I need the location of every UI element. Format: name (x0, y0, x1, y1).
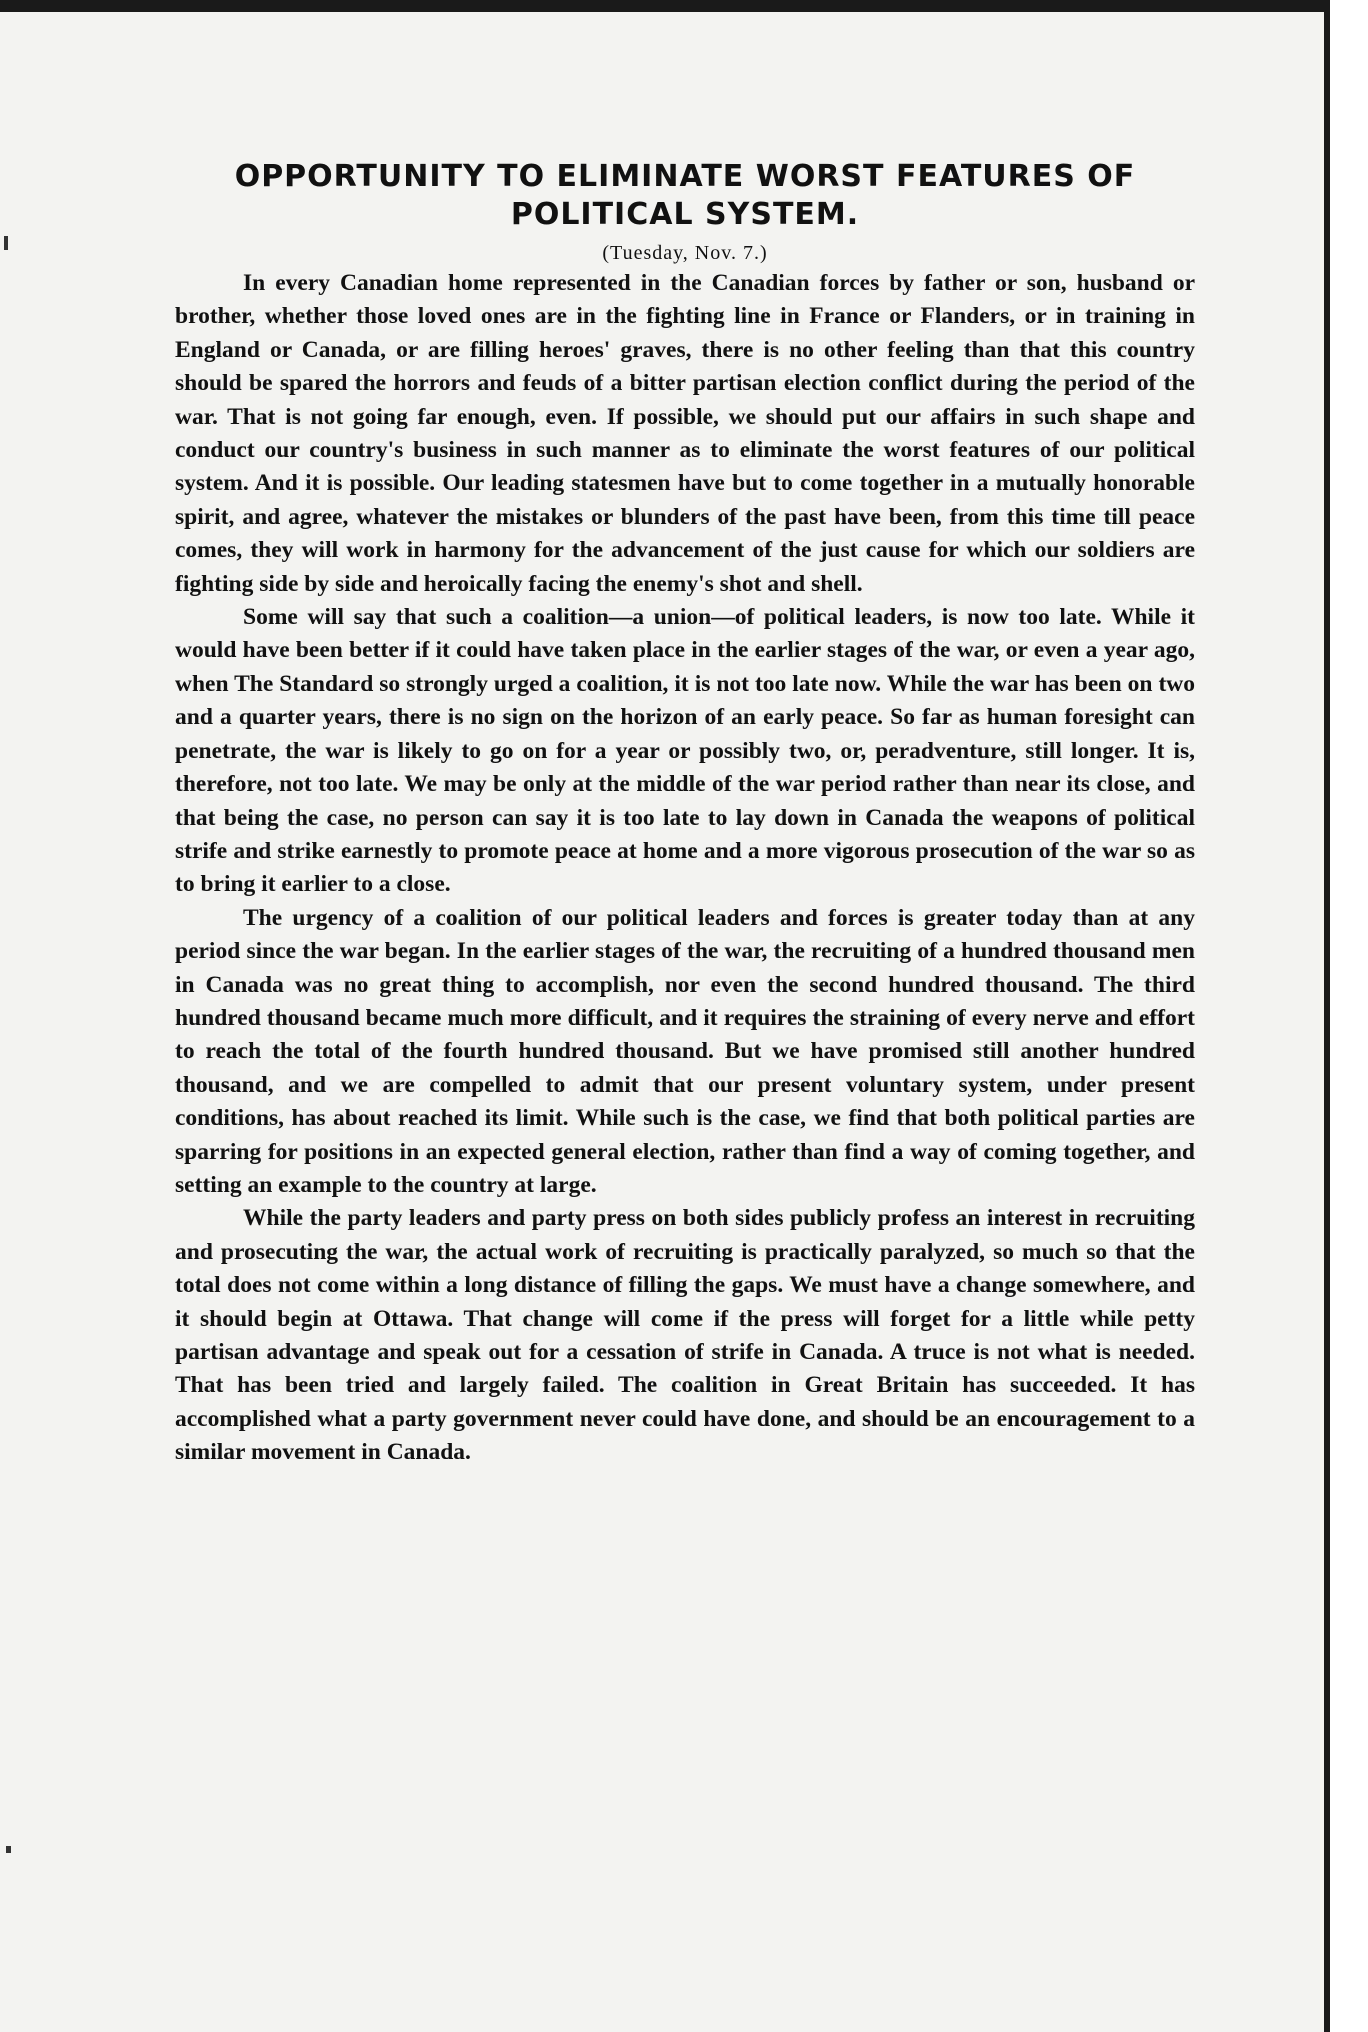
article-paragraph: The urgency of a coalition of our political leaders and forces is greater today than at any period since the war began. In the earlier stages of the war, the recruiting of a hundred thousand men in Canada was no great thing to accomplish, nor even the second hundred thousand. The third hundred thousand became much more difficult, and it requires the straining of every nerve and effort to reach the total of the fourth hundred thousand. But we have promised still another hundred thousand, and we are compelled to admit that our present voluntary system, under present conditions, has about reached its limit. While such is the case, we find that both political parties are sparring for positions in an expected general election, rather than find a way of coming together, and setting an example to the country at large. (175, 904, 1195, 1198)
article-paragraph: While the party leaders and party press on both sides publicly profess an interest in recruiting and prosecuting the war, the actual work of recruiting is practically paralyzed, so much so that the total does not come within a long distance of filling the gaps. We must have a change somewhere, and it should begin at Ottawa. That change will come if the press will forget for a little while petty partisan advantage and speak out for a cessation of strife in Canada. A truce is not what is needed. That has been tried and largely failed. The coalition in Great Britain has succeeded. It has accomplished what a party government never could have done, and should be an encouragement to a similar movement in Canada. (175, 1205, 1195, 1466)
article-dateline: (Tuesday, Nov. 7.) (602, 242, 768, 264)
scan-right-margin (1330, 0, 1368, 2032)
scan-artifact (4, 236, 8, 250)
scan-artifact (6, 1846, 11, 1853)
scan-top-border (0, 0, 1368, 12)
article-paragraph: In every Canadian home represented in the Canadian forces by father or son, husband or brother, whether those loved ones are in the fighting line in France or Flanders, or in training in England or Canada, or are filling heroes' graves, there is no other feeling than that this country should be spared the horrors and feuds of a bitter partisan election conflict during the period of the war. That is not going far enough, even. If possible, we should put our affairs in such shape and conduct our country's business in such manner as to eliminate the worst features of our political system. And it is possible. Our leading statesmen have but to come together in a mutually honorable spirit, and agree, whatever the mistakes or blunders of the past have been, from this time till peace comes, they will work in harmony for the advancement of the just cause for which our soldiers are fighting side by side and heroically facing the enemy's shot and shell. (175, 270, 1195, 597)
article (175, 158, 1195, 1470)
article-title: OPPORTUNITY TO ELIMINATE WORST FEATURES OF POLITICAL SYSTEM. (234, 159, 1136, 232)
article-paragraph: Some will say that such a coalition—a union—of political leaders, is now too late. While it would have been better if it could have taken place in the earlier stages of the war, or even a year ago, when The Standard so strongly urged a coalition, it is not too late now. While the war has been on two and a quarter years, there is no sign on the horizon of an early peace. So far as human foresight can penetrate, the war is likely to go on for a year or possibly two, or, peradventure, still longer. It is, therefore, not too late. We may be only at the middle of the war period rather than near its close, and that being the case, no person can say it is too late to lay down in Canada the weapons of political strife and strike earnestly to promote peace at home and a more vigorous prosecution of the war so as to bring it earlier to a close. (175, 604, 1195, 898)
